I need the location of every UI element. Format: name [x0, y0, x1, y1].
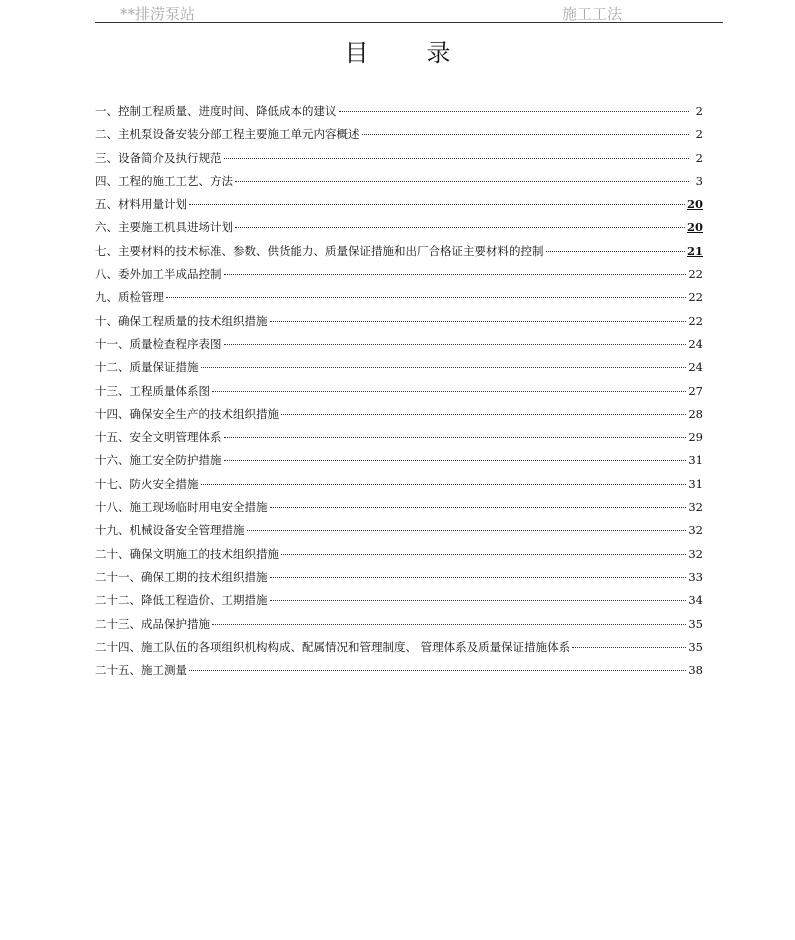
table-of-contents	[95, 100, 703, 682]
toc-leader-dots	[224, 437, 687, 438]
toc-entry-label: 十六、施工安全防护措施	[95, 453, 222, 468]
header-doc-type: 施工工法	[562, 5, 623, 23]
toc-entry-page-number: 2	[695, 104, 703, 118]
toc-entry-page-number: 22	[688, 313, 703, 328]
toc-entry-page-number: 29	[688, 430, 703, 445]
toc-entry[interactable]	[95, 216, 703, 239]
toc-entry-label: 十三、工程质量体系图	[95, 383, 210, 398]
page-title: 目录	[344, 39, 509, 67]
toc-entry-page-number: 31	[688, 476, 703, 491]
toc-entry-page-number: 28	[688, 406, 703, 421]
header-project-name: **排涝泵站	[120, 5, 196, 23]
toc-entry-page-number: 32	[688, 500, 703, 515]
toc-entry-label: 十、确保工程质量的技术组织措施	[95, 313, 268, 328]
toc-entry-page-number: 24	[688, 336, 703, 351]
toc-leader-dots	[281, 414, 686, 415]
toc-leader-dots	[235, 181, 689, 182]
toc-entry-label: 四、工程的施工工艺、方法	[95, 173, 233, 188]
toc-entry[interactable]	[95, 543, 703, 566]
toc-entry[interactable]	[95, 636, 703, 659]
toc-leader-dots	[224, 460, 687, 461]
toc-leader-dots	[281, 554, 686, 555]
toc-entry-page-number: 20	[686, 197, 703, 212]
toc-leader-dots	[224, 274, 687, 275]
toc-entry[interactable]	[95, 240, 703, 263]
toc-entry-label: 十七、防火安全措施	[95, 476, 199, 491]
toc-entry[interactable]	[95, 659, 703, 682]
toc-entry-label: 十八、施工现场临时用电安全措施	[95, 500, 268, 515]
toc-entry-label: 二十四、施工队伍的各项组织机构构成、配属情况和管理制度、 管理体系及质量保证措施体系	[95, 639, 571, 654]
toc-entry-label: 八、委外加工半成品控制	[95, 267, 222, 282]
toc-entry-label: 五、材料用量计划	[95, 197, 187, 212]
toc-entry[interactable]	[95, 589, 703, 612]
toc-entry-label: 十四、确保安全生产的技术组织措施	[95, 406, 279, 421]
toc-entry-label: 三、设备简介及执行规范	[95, 150, 222, 165]
toc-entry[interactable]	[95, 263, 703, 286]
toc-entry-label: 二、主机泵设备安装分部工程主要施工单元内容概述	[95, 127, 360, 142]
toc-entry[interactable]	[95, 403, 703, 426]
toc-entry[interactable]	[95, 449, 703, 472]
toc-entry-page-number: 22	[688, 290, 703, 305]
toc-entry-label: 六、主要施工机具进场计划	[95, 220, 233, 235]
toc-entry-page-number: 3	[695, 173, 703, 188]
toc-entry-page-number: 27	[688, 383, 703, 398]
toc-entry[interactable]	[95, 170, 703, 193]
toc-entry[interactable]	[95, 473, 703, 496]
toc-entry[interactable]	[95, 100, 703, 123]
toc-leader-dots	[270, 577, 687, 578]
toc-entry-page-number: 20	[686, 220, 703, 235]
toc-entry-page-number: 32	[688, 546, 703, 561]
toc-entry-page-number: 24	[688, 360, 703, 375]
toc-leader-dots	[572, 647, 686, 648]
toc-entry-label: 十九、机械设备安全管理措施	[95, 523, 245, 538]
toc-leader-dots	[189, 204, 685, 205]
toc-leader-dots	[212, 391, 686, 392]
toc-entry-label: 十二、质量保证措施	[95, 360, 199, 375]
toc-leader-dots	[270, 321, 687, 322]
toc-entry[interactable]	[95, 286, 703, 309]
toc-entry[interactable]	[95, 519, 703, 542]
toc-entry-page-number: 22	[688, 267, 703, 282]
toc-entry-label: 二十五、施工测量	[95, 663, 187, 678]
toc-entry-page-number: 33	[688, 569, 703, 584]
toc-leader-dots	[247, 530, 687, 531]
toc-entry-page-number: 35	[688, 616, 703, 631]
toc-leader-dots	[270, 507, 687, 508]
toc-leader-dots	[339, 111, 690, 112]
toc-entry-page-number: 21	[686, 243, 703, 258]
toc-entry-page-number: 32	[688, 523, 703, 538]
toc-leader-dots	[270, 600, 687, 601]
toc-entry-label: 二十二、降低工程造价、工期措施	[95, 593, 268, 608]
toc-entry-label: 二十三、成品保护措施	[95, 616, 210, 631]
toc-entry[interactable]	[95, 613, 703, 636]
toc-entry-page-number: 2	[695, 150, 703, 165]
toc-leader-dots	[212, 624, 686, 625]
toc-entry[interactable]	[95, 426, 703, 449]
toc-entry-page-number: 38	[688, 663, 703, 678]
toc-entry[interactable]	[95, 147, 703, 170]
toc-leader-dots	[224, 158, 690, 159]
toc-entry-page-number: 35	[688, 639, 703, 654]
toc-entry-page-number: 31	[688, 453, 703, 468]
toc-leader-dots	[235, 227, 685, 228]
page-header	[95, 0, 723, 23]
toc-leader-dots	[189, 670, 686, 671]
toc-entry-label: 九、质检管理	[95, 290, 164, 305]
toc-entry-label: 七、主要材料的技术标准、参数、供货能力、质量保证措施和出厂合格证主要材料的控制	[95, 243, 544, 258]
toc-entry[interactable]	[95, 566, 703, 589]
toc-entry-label: 十五、安全文明管理体系	[95, 430, 222, 445]
toc-entry[interactable]	[95, 193, 703, 216]
toc-leader-dots	[201, 367, 687, 368]
toc-entry-label: 十一、质量检查程序表图	[95, 336, 222, 351]
toc-entry[interactable]	[95, 310, 703, 333]
toc-leader-dots	[166, 297, 686, 298]
toc-entry-page-number: 2	[695, 127, 703, 142]
toc-entry[interactable]	[95, 123, 703, 146]
toc-entry[interactable]	[95, 496, 703, 519]
toc-entry[interactable]	[95, 356, 703, 379]
toc-entry-label: 二十、确保文明施工的技术组织措施	[95, 546, 279, 561]
toc-leader-dots	[224, 344, 687, 345]
toc-leader-dots	[201, 484, 687, 485]
toc-leader-dots	[546, 251, 685, 252]
toc-entry-page-number: 34	[688, 593, 703, 608]
toc-entry[interactable]	[95, 380, 703, 403]
toc-entry-label: 一、控制工程质量、进度时间、降低成本的建议	[95, 104, 337, 118]
toc-leader-dots	[362, 134, 690, 135]
toc-entry[interactable]	[95, 333, 703, 356]
toc-entry-label: 二十一、确保工期的技术组织措施	[95, 569, 268, 584]
